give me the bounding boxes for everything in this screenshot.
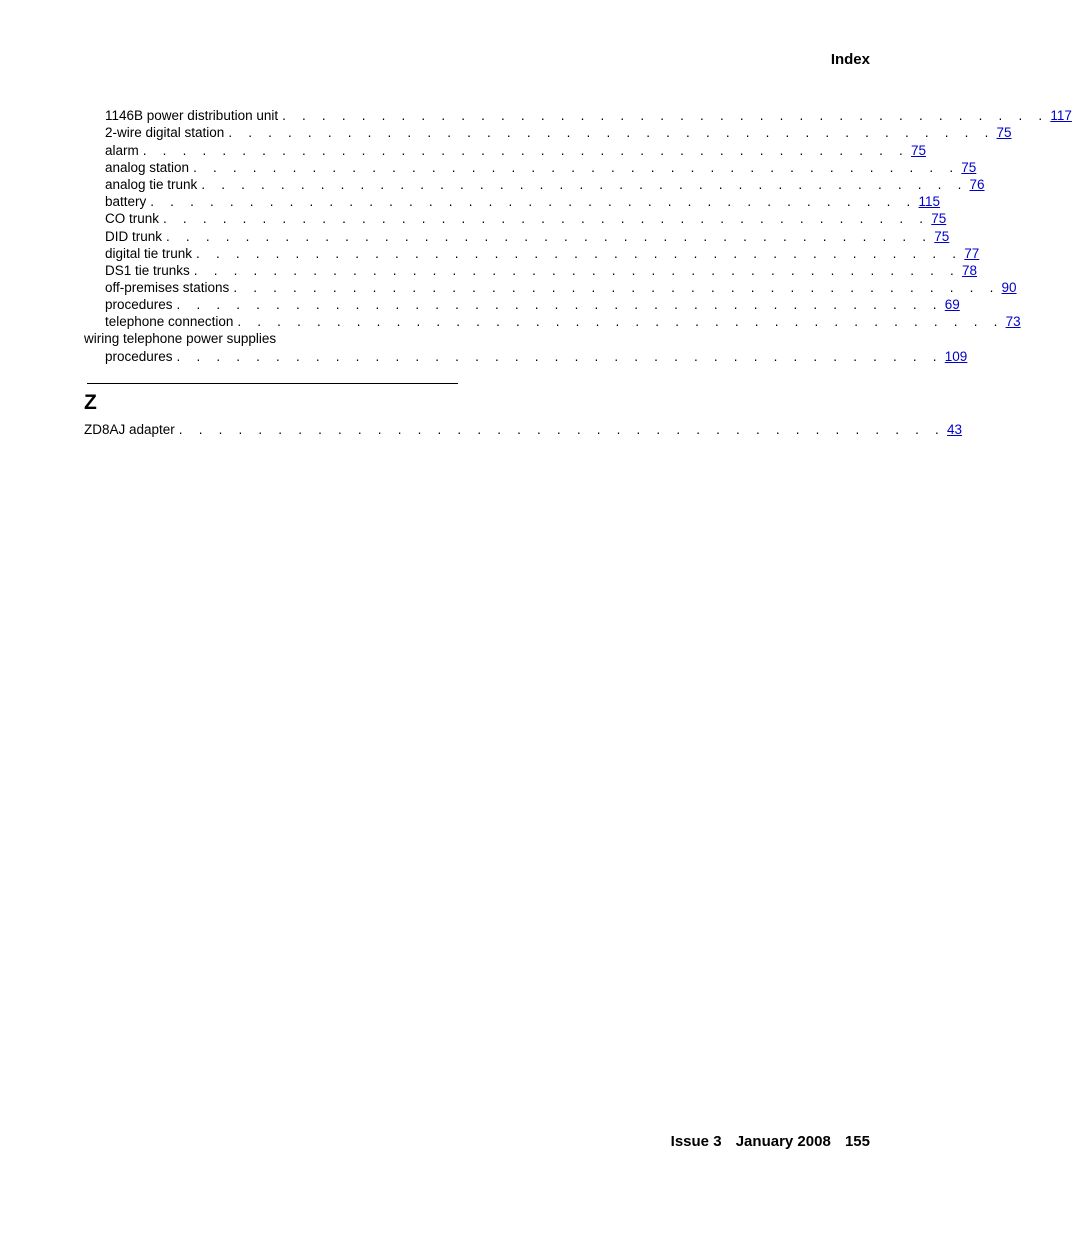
page-footer bbox=[671, 1133, 870, 1150]
index-entry bbox=[84, 296, 960, 313]
index-entry-label: 2-wire digital station bbox=[105, 125, 225, 141]
index-entry bbox=[84, 176, 985, 193]
index-entry bbox=[84, 279, 1017, 296]
index-entry-label: digital tie trunk bbox=[105, 245, 193, 261]
index-entry-label: analog station bbox=[105, 159, 190, 175]
footer-issue: Issue 3 bbox=[670, 1133, 722, 1150]
dot-leader: . . . . . . . . . . . . . . . . . . . . . . . . . . . . . . . . . . . . . . . bbox=[228, 125, 995, 141]
dot-leader: . . . . . . . . . . . . . . . . . . . . . . . . . . . . . . . . . . . . . . . bbox=[282, 108, 1049, 124]
page-link[interactable]: 90 bbox=[1001, 280, 1017, 296]
index-entry-label: 1146B power distribution unit bbox=[105, 108, 279, 124]
index-entry-label: DS1 tie trunks bbox=[105, 262, 190, 278]
index-entry-label: ZD8AJ adapter bbox=[84, 422, 175, 438]
index-entry bbox=[84, 348, 968, 365]
page-link[interactable]: 109 bbox=[944, 348, 968, 364]
dot-leader: . . . . . . . . . . . . . . . . . . . . . . . . . . . . . . . . . . . . . . . bbox=[166, 228, 933, 244]
dot-leader: . . . . . . . . . . . . . . . . . . . . . . . . . . . . . . . . . . . . . . . bbox=[163, 211, 930, 227]
footer-page-number: 155 bbox=[844, 1133, 870, 1150]
page-link[interactable]: 117 bbox=[1050, 108, 1072, 124]
page-link[interactable]: 77 bbox=[964, 245, 980, 261]
section-letter-heading: Z bbox=[84, 391, 97, 414]
index-entry bbox=[84, 313, 1021, 330]
index-heading-entry: wiring telephone power supplies bbox=[84, 331, 277, 347]
index-column bbox=[84, 107, 1072, 365]
dot-leader: . . . . . . . . . . . . . . . . . . . . . . . . . . . . . . . . . . . . . . . bbox=[196, 245, 963, 261]
index-entry-label: telephone connection bbox=[105, 314, 234, 330]
index-entry bbox=[84, 193, 941, 210]
index-entry bbox=[84, 159, 977, 176]
index-entry-label: CO trunk bbox=[105, 211, 160, 227]
index-entry-label: procedures bbox=[105, 348, 173, 364]
index-entry bbox=[84, 421, 963, 438]
dot-leader: . . . . . . . . . . . . . . . . . . . . . . . . . . . . . . . . . . . . . . . bbox=[233, 280, 1000, 296]
dot-leader: . . . . . . . . . . . . . . . . . . . . . . . . . . . . . . . . . . . . . . . bbox=[178, 422, 946, 438]
dot-leader: . . . . . . . . . . . . . . . . . . . . . . . . . . . . . . . . . . . . . . . bbox=[176, 348, 943, 364]
index-entry-label: battery bbox=[105, 194, 147, 210]
index-entry bbox=[84, 210, 947, 227]
dot-leader: . . . . . . . . . . . . . . . . . . . . . . . . . . . . . . . . . . . . . . . bbox=[193, 159, 960, 175]
dot-leader: . . . . . . . . . . . . . . . . . . . . . . . . . . . . . . . . . . . . . . . bbox=[150, 194, 917, 210]
page-link[interactable]: 75 bbox=[931, 211, 947, 227]
page-link[interactable]: 76 bbox=[969, 176, 985, 192]
index-entry-label: analog tie trunk bbox=[105, 176, 198, 192]
dot-leader: . . . . . . . . . . . . . . . . . . . . . . . . . . . . . . . . . . . . . . . bbox=[176, 297, 943, 313]
page-link[interactable]: 78 bbox=[962, 262, 978, 278]
dot-leader: . . . . . . . . . . . . . . . . . . . . . . . . . . . . . . . . . . . . . . . bbox=[193, 262, 961, 278]
dot-leader: . . . . . . . . . . . . . . . . . . . . . . . . . . . . . . . . . . . . . . . bbox=[142, 142, 909, 158]
index-column-z bbox=[84, 421, 963, 438]
index-entry-label: alarm bbox=[105, 142, 139, 158]
index-entry-label: procedures bbox=[105, 297, 173, 313]
dot-leader: . . . . . . . . . . . . . . . . . . . . . . . . . . . . . . . . . . . . . . . bbox=[237, 314, 1004, 330]
page-link[interactable]: 75 bbox=[996, 125, 1012, 141]
index-entry bbox=[84, 227, 950, 244]
page-link[interactable]: 69 bbox=[944, 297, 960, 313]
page-link[interactable]: 75 bbox=[961, 159, 977, 175]
page-link[interactable]: 43 bbox=[947, 422, 963, 438]
section-divider bbox=[87, 383, 458, 384]
index-entry bbox=[84, 124, 1012, 141]
page-link[interactable]: 75 bbox=[934, 228, 950, 244]
index-entry-label: off-premises stations bbox=[105, 280, 230, 296]
dot-leader: . . . . . . . . . . . . . . . . . . . . . . . . . . . . . . . . . . . . . . . bbox=[201, 176, 968, 192]
page-link[interactable]: 73 bbox=[1005, 314, 1021, 330]
index-entry bbox=[84, 141, 927, 158]
index-entry-label: DID trunk bbox=[105, 228, 163, 244]
index-entry bbox=[84, 245, 980, 262]
index-entry bbox=[84, 262, 978, 279]
footer-date: January 2008 bbox=[735, 1133, 831, 1150]
page-link[interactable]: 75 bbox=[910, 142, 927, 158]
running-header-title: Index bbox=[830, 51, 870, 68]
index-entry bbox=[84, 107, 1072, 124]
page-link[interactable]: 115 bbox=[918, 194, 941, 210]
